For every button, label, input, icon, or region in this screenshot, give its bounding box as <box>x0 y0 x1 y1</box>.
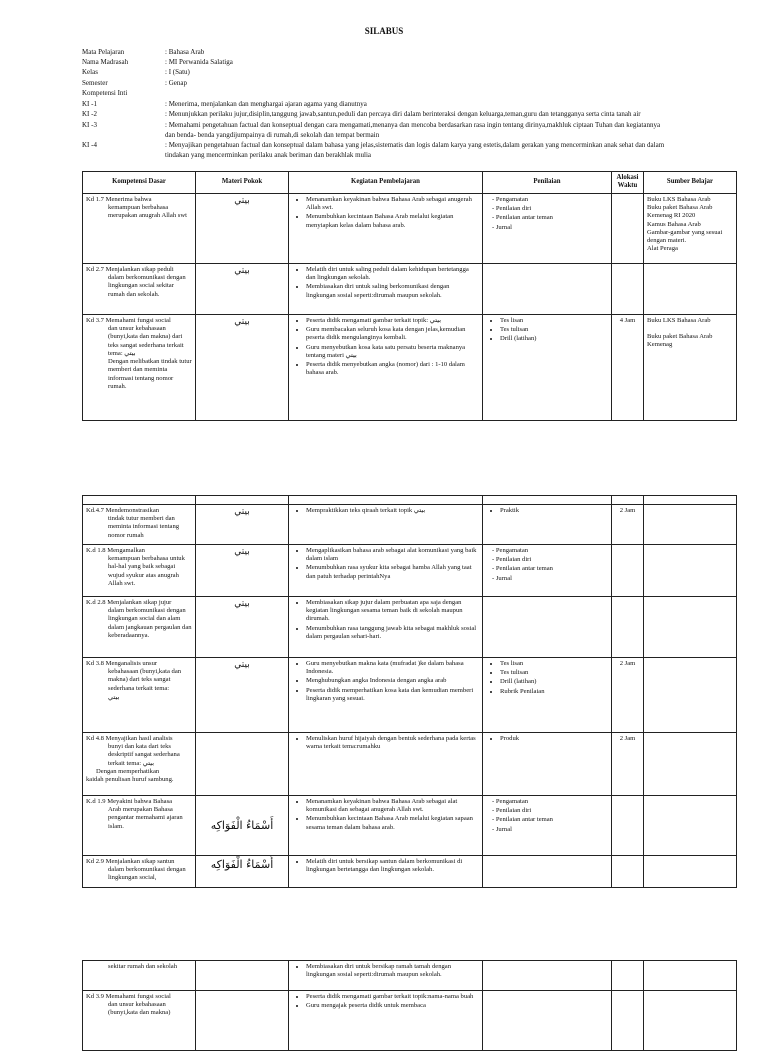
table-row <box>83 597 737 658</box>
penilaian-cell <box>483 505 612 545</box>
bullet-list <box>486 735 608 743</box>
kegiatan-cell <box>289 991 483 1051</box>
list-item: - Pengamatan <box>492 798 608 806</box>
list-item: • Guru menyebutkan kosa kata satu persatu beserta maknanya tentang materi بيتي <box>306 344 479 360</box>
page-title: SILABUS <box>364 26 404 36</box>
col-materi-pokok: Materi Pokok <box>196 172 289 194</box>
kegiatan-cell <box>289 658 483 733</box>
kegiatan-cell <box>289 733 483 796</box>
penilaian-cell <box>483 856 612 888</box>
sumber-cell <box>644 658 737 733</box>
alokasi-cell <box>612 545 644 597</box>
sumber-cell <box>644 597 737 658</box>
syllabus-table-3 <box>82 960 737 1051</box>
materi-cell <box>196 961 289 991</box>
materi-cell: أَسْمَاءُ الْفَوَاكِه <box>196 796 289 856</box>
alokasi-cell <box>612 263 644 314</box>
list-item: • Produk <box>500 735 608 743</box>
list-item: - Penilaian diri <box>492 556 608 564</box>
list-item: • Membiasakan diri untuk saling berkomunikasi dengan lingkungan sosial seperti:dirumah maupun sekolah. <box>306 283 479 299</box>
list-item: • Mengaplikasikan bahasa arab sebagai alat komunikasi yang baik dalam islam <box>306 547 479 563</box>
list-item: - Penilaian antar teman <box>492 816 608 824</box>
bullet-list <box>292 266 479 300</box>
kegiatan-cell <box>289 796 483 856</box>
table-row <box>83 658 737 733</box>
list-item: • Drill (latihan) <box>500 678 608 686</box>
kd-cell: Kd 3.7 Memahami fungsi social dan unsur kebahasaan (bunyi,kata dan makna) dari teks sangat sederhana terkait tema: بيتي Dengan melibatkan tindak tutur memberi dan meminta informasi tentang nomor rumah. <box>83 314 196 420</box>
bullet-list <box>486 660 608 696</box>
materi-cell: بيتي <box>196 263 289 314</box>
list-item: - Jurnal <box>492 826 608 834</box>
col-penilaian: Penilaian <box>483 172 612 194</box>
materi-cell: بيتي <box>196 193 289 263</box>
list-item: Buku LKS Bahasa Arab <box>647 316 711 324</box>
alokasi-cell: 2 Jam <box>612 505 644 545</box>
list-item: • Menumbuhkan kecintaan Bahasa Arab melalui kegiatan menyiapkan kelas dalam bahasa arab. <box>306 213 479 229</box>
penilaian-cell <box>483 545 612 597</box>
header-value: : Memahami pengetahuan factual dan konseptual dengan cara mengamati,menanya dan mencoba berdasarkan rasa ingin tentang dirinya,makhluk ciptaan Tuhan dan kegiatannya <box>165 121 661 129</box>
sumber-cell <box>644 796 737 856</box>
materi-cell: بيتي <box>196 658 289 733</box>
penilaian-cell <box>483 796 612 856</box>
alokasi-cell <box>612 796 644 856</box>
bullet-list <box>292 547 479 581</box>
list-item: • Tes lisan <box>500 317 608 325</box>
table-row <box>83 314 737 420</box>
penilaian-cell <box>483 263 612 314</box>
bullet-list <box>486 547 608 583</box>
list-item: • Menumbuhkan rasa tanggung jawab kita sebagai makhluk sosial dalam pergaulan sehari-hari. <box>306 625 479 641</box>
kegiatan-cell <box>289 193 483 263</box>
table-row <box>83 505 737 545</box>
header-value: : I (Satu) <box>165 68 190 76</box>
table-row <box>83 961 737 991</box>
col-kompetensi-dasar: Kompetensi Dasar <box>83 172 196 194</box>
header-value: : Genap <box>165 79 187 87</box>
col-sumber: Sumber Belajar <box>644 172 737 194</box>
kd-cell: K.d 1.8 Mengamalkan kemampuan berbahasa untuk hal-hal yang baik sebagai wujud syukur atas anugrah Allah swt. <box>83 545 196 597</box>
header-key: Nama Madrasah <box>82 58 129 66</box>
list-item: Alat Peraga <box>647 245 678 253</box>
bullet-list <box>292 963 479 979</box>
list-item: Buku LKS Bahasa Arab <box>647 195 711 203</box>
list-item: Gambar-gambar yang sesuai dengan materi. <box>647 228 723 245</box>
kegiatan-cell <box>289 545 483 597</box>
table-row <box>83 545 737 597</box>
list-item: - Penilaian diri <box>492 205 608 213</box>
list-item: • Melatih diri untuk saling peduli dalam kehidupan bertetangga dan lingkungan sekolah. <box>306 266 479 282</box>
list-item: • Peserta didik mengamati gambar terkait topik: بيتي <box>306 317 479 325</box>
table-row <box>83 496 737 505</box>
list-item: • Peserta didik memperhatikan kosa kata dan kemudian memberi lingkaran yang sesuai. <box>306 687 479 703</box>
alokasi-cell <box>612 597 644 658</box>
syllabus-table-1 <box>82 171 737 421</box>
alokasi-cell <box>612 856 644 888</box>
penilaian-cell <box>483 991 612 1051</box>
list-item: • Tes lisan <box>500 660 608 668</box>
alokasi-cell: 2 Jam <box>612 658 644 733</box>
kegiatan-cell <box>289 505 483 545</box>
kd-cell: sekitar rumah dan sekolah <box>83 961 196 991</box>
header-value: : Menerima, menjalankan dan menghargai ajaran agama yang dianutnya <box>165 100 367 108</box>
list-item: • Rubrik Penilaian <box>500 688 608 696</box>
materi-cell: بيتي <box>196 314 289 420</box>
table-row <box>83 991 737 1051</box>
table-row <box>83 733 737 796</box>
header-key: KI -2 <box>82 110 97 118</box>
list-item: - Jurnal <box>492 224 608 232</box>
bullet-list <box>486 196 608 232</box>
list-item: - Penilaian diri <box>492 807 608 815</box>
bullet-list <box>292 735 479 751</box>
materi-cell: أَسْمَاءُ الْفَوَاكِه <box>196 856 289 888</box>
bullet-list <box>292 507 479 515</box>
kd-cell: Kd 1.7 Menerima bahwa kemampuan berbahasa merupakan anugrah Allah swt <box>83 193 196 263</box>
header-key: KI -1 <box>82 100 97 108</box>
list-item: • Mempraktikkan teks qiraah terkait topik بيتي <box>306 507 479 515</box>
table-row <box>83 263 737 314</box>
penilaian-cell <box>483 658 612 733</box>
list-item: • Peserta didik menyebutkan angka (nomor) dari : 1-10 dalam bahasa arab. <box>306 361 479 377</box>
list-item: Buku paket Bahasa Arab Kemenag <box>647 333 713 349</box>
table-header-row <box>83 172 737 194</box>
penilaian-cell <box>483 597 612 658</box>
list-item: - Jurnal <box>492 575 608 583</box>
list-item: • Menanamkan keyakinan bahwa Bahasa Arab sebagai alat komunikasi dan sebagai anugerah Allah swt. <box>306 798 479 814</box>
penilaian-cell <box>483 314 612 420</box>
header-value: dan benda- benda yangdijumpainya di rumah,di sekolah dan tempat bermain <box>165 131 380 139</box>
list-item: • Membiasakan diri untuk bersikap ramah tamah dengan lingkungan sosial seperti:dirumah maupun sekolah. <box>306 963 479 979</box>
materi-cell <box>196 991 289 1051</box>
header-value: : Menunjukkan perilaku jujur,disiplin,tanggung jawab,santun,peduli dan percaya diri dalam berinteraksi dengan keluarga,teman,guru dan tetangganya serta cinta tanah air <box>165 110 641 118</box>
bullet-list <box>292 993 479 1010</box>
list-item: • Guru membacakan seluruh kosa kata dengan jelas,kemudian peserta didik mengulanginya kembali. <box>306 326 479 342</box>
sumber-cell <box>644 856 737 888</box>
table-row <box>83 193 737 263</box>
list-item: • Melatih diri untuk bersikap santun dalam berkomunikasi di lingkungan bertetangga dan lingkungan sekolah. <box>306 858 479 874</box>
bullet-list <box>292 858 479 874</box>
header-key: KI -4 <box>82 141 97 149</box>
alokasi-cell <box>612 961 644 991</box>
header-key: Kelas <box>82 68 98 76</box>
materi-cell: بيتي <box>196 545 289 597</box>
list-item: • Menuliskan huruf hijaiyah dengan bentuk sederhana pada kertas warna terkait tema:rumahku <box>306 735 479 751</box>
kd-cell: K.d 1.9 Meyakini bahwa Bahasa Arab merupakan Bahasa pengantar memahami ajaran islam. <box>83 796 196 856</box>
sumber-cell <box>644 505 737 545</box>
header-value: : Menyajikan pengetahuan factual dan konseptual dalam bahasa yang jelas,sistematis dan logis dalam karya yang estetis,dalam gerakan yang mencerminkan anak sehat dan dalam <box>165 141 665 149</box>
alokasi-cell <box>612 193 644 263</box>
kd-cell: Kd.4.7 Mendemonstrasikan tindak tutur memberi dan meminta informasi tentang nomor rumah <box>83 505 196 545</box>
alokasi-cell: 2 Jam <box>612 733 644 796</box>
list-item: • Guru menyebutkan makna kata (mufradat )ke dalam bahasa Indonesia. <box>306 660 479 676</box>
list-item: • Menghubungkan angka Indonesia dengan angka arab <box>306 677 479 685</box>
alokasi-cell <box>612 991 644 1051</box>
sumber-cell <box>644 545 737 597</box>
table-row <box>83 856 737 888</box>
bullet-list <box>292 660 479 703</box>
kegiatan-cell <box>289 263 483 314</box>
penilaian-cell <box>483 193 612 263</box>
sumber-cell <box>644 314 737 420</box>
materi-cell: بيتي <box>196 505 289 545</box>
kd-cell: Kd 3.8 Menganalisis unsur kebahasaan (bunyi,kata dan makna) dari teks sangat sederhana terkait tema: بيتي <box>83 658 196 733</box>
sumber-cell <box>644 961 737 991</box>
sumber-cell <box>644 991 737 1051</box>
alokasi-cell: 4 Jam <box>612 314 644 420</box>
list-item: - Penilaian antar teman <box>492 565 608 573</box>
header-value: tindakan yang mencerminkan perilaku anak beriman dan berakhlak mulia <box>165 151 372 159</box>
header-value: : Bahasa Arab <box>165 48 205 56</box>
list-item: • Menanamkan keyakinan bahwa Bahasa Arab sebagai anugerah Allah swt. <box>306 196 479 212</box>
kd-cell: Kd 3.9 Memahami fungsi social dan unsur kebahasaan (bunyi,kata dan makna) <box>83 991 196 1051</box>
list-item: • Membiasakan sikap jujur dalam perbuatan apa saja dengan kegiatan lingkungan sesama teman baik di sekolah maupun dirumah. <box>306 599 479 624</box>
kd-cell: Kd 2.9 Menjalankan sikap santun dalam berkomunikasi dengan lingkungan social, <box>83 856 196 888</box>
bullet-list <box>486 798 608 834</box>
bullet-list <box>292 798 479 832</box>
kegiatan-cell <box>289 597 483 658</box>
materi-cell: بيتي <box>196 597 289 658</box>
syllabus-table-2 <box>82 495 737 888</box>
header-key: Mata Pelajaran <box>82 48 125 56</box>
list-item: - Pengamatan <box>492 196 608 204</box>
list-item: • Tes tulisan <box>500 326 608 334</box>
sumber-cell <box>644 263 737 314</box>
bullet-list <box>486 507 608 515</box>
list-item: • Menumbuhkan rasa syukur kita sebagai hamba Allah yang taat dan patuh terhadap perintahNya <box>306 564 479 580</box>
list-item: - Pengamatan <box>492 547 608 555</box>
kegiatan-cell <box>289 961 483 991</box>
materi-cell <box>196 733 289 796</box>
penilaian-cell <box>483 961 612 991</box>
list-item: • Peserta didik mengamati gambar terkait topik:nama-nama buah <box>306 993 479 1001</box>
sumber-cell <box>644 193 737 263</box>
list-item: • Praktik <box>500 507 608 515</box>
sumber-cell <box>644 733 737 796</box>
list-item: • Menumbuhkan kecintaan Bahasa Arab melalui kegiatan sapaan sesama teman dalam bahasa arab. <box>306 815 479 831</box>
kd-cell: Kd 4.8 Menyajikan hasil analisis bunyi dan kata dari teks deskriptif sangat sederhana terkait tema: بيتي Dengan memperhatikan kaidah penulisan huruf sambung. <box>83 733 196 796</box>
table-row <box>83 796 737 856</box>
col-kegiatan: Kegiatan Pembelajaran <box>289 172 483 194</box>
kegiatan-cell <box>289 314 483 420</box>
list-item: • Tes tulisan <box>500 669 608 677</box>
kd-cell: K.d 2.8 Menjalankan sikap jujur dalam berkomunikasi dengan lingkungan social dan alam dalam jangkauan pergaulan dan keberadaannya. <box>83 597 196 658</box>
list-item: • Drill (latihan) <box>500 335 608 343</box>
header-key: KI -3 <box>82 121 97 129</box>
header-value: : MI Perwanida Salatiga <box>165 58 233 66</box>
kd-cell: Kd 2.7 Menjalankan sikap peduli dalam berkomunikasi dengan lingkungan social sekitar rumah dan sekolah. <box>83 263 196 314</box>
bullet-list <box>486 317 608 344</box>
col-alokasi: Alokasi Waktu <box>612 172 644 194</box>
list-item: - Penilaian antar teman <box>492 214 608 222</box>
header-key: Semester <box>82 79 108 87</box>
bullet-list <box>292 317 479 378</box>
bullet-list <box>292 599 479 641</box>
list-item: Kamus Bahasa Arab <box>647 220 701 228</box>
kegiatan-cell <box>289 856 483 888</box>
penilaian-cell <box>483 733 612 796</box>
list-item: • Guru mengajak peserta didik untuk membaca <box>306 1002 479 1010</box>
bullet-list <box>292 196 479 230</box>
list-item: Buku paket Bahasa Arab Kemenag RI 2020 <box>647 204 713 220</box>
header-key: Kompetensi Inti <box>82 89 128 97</box>
